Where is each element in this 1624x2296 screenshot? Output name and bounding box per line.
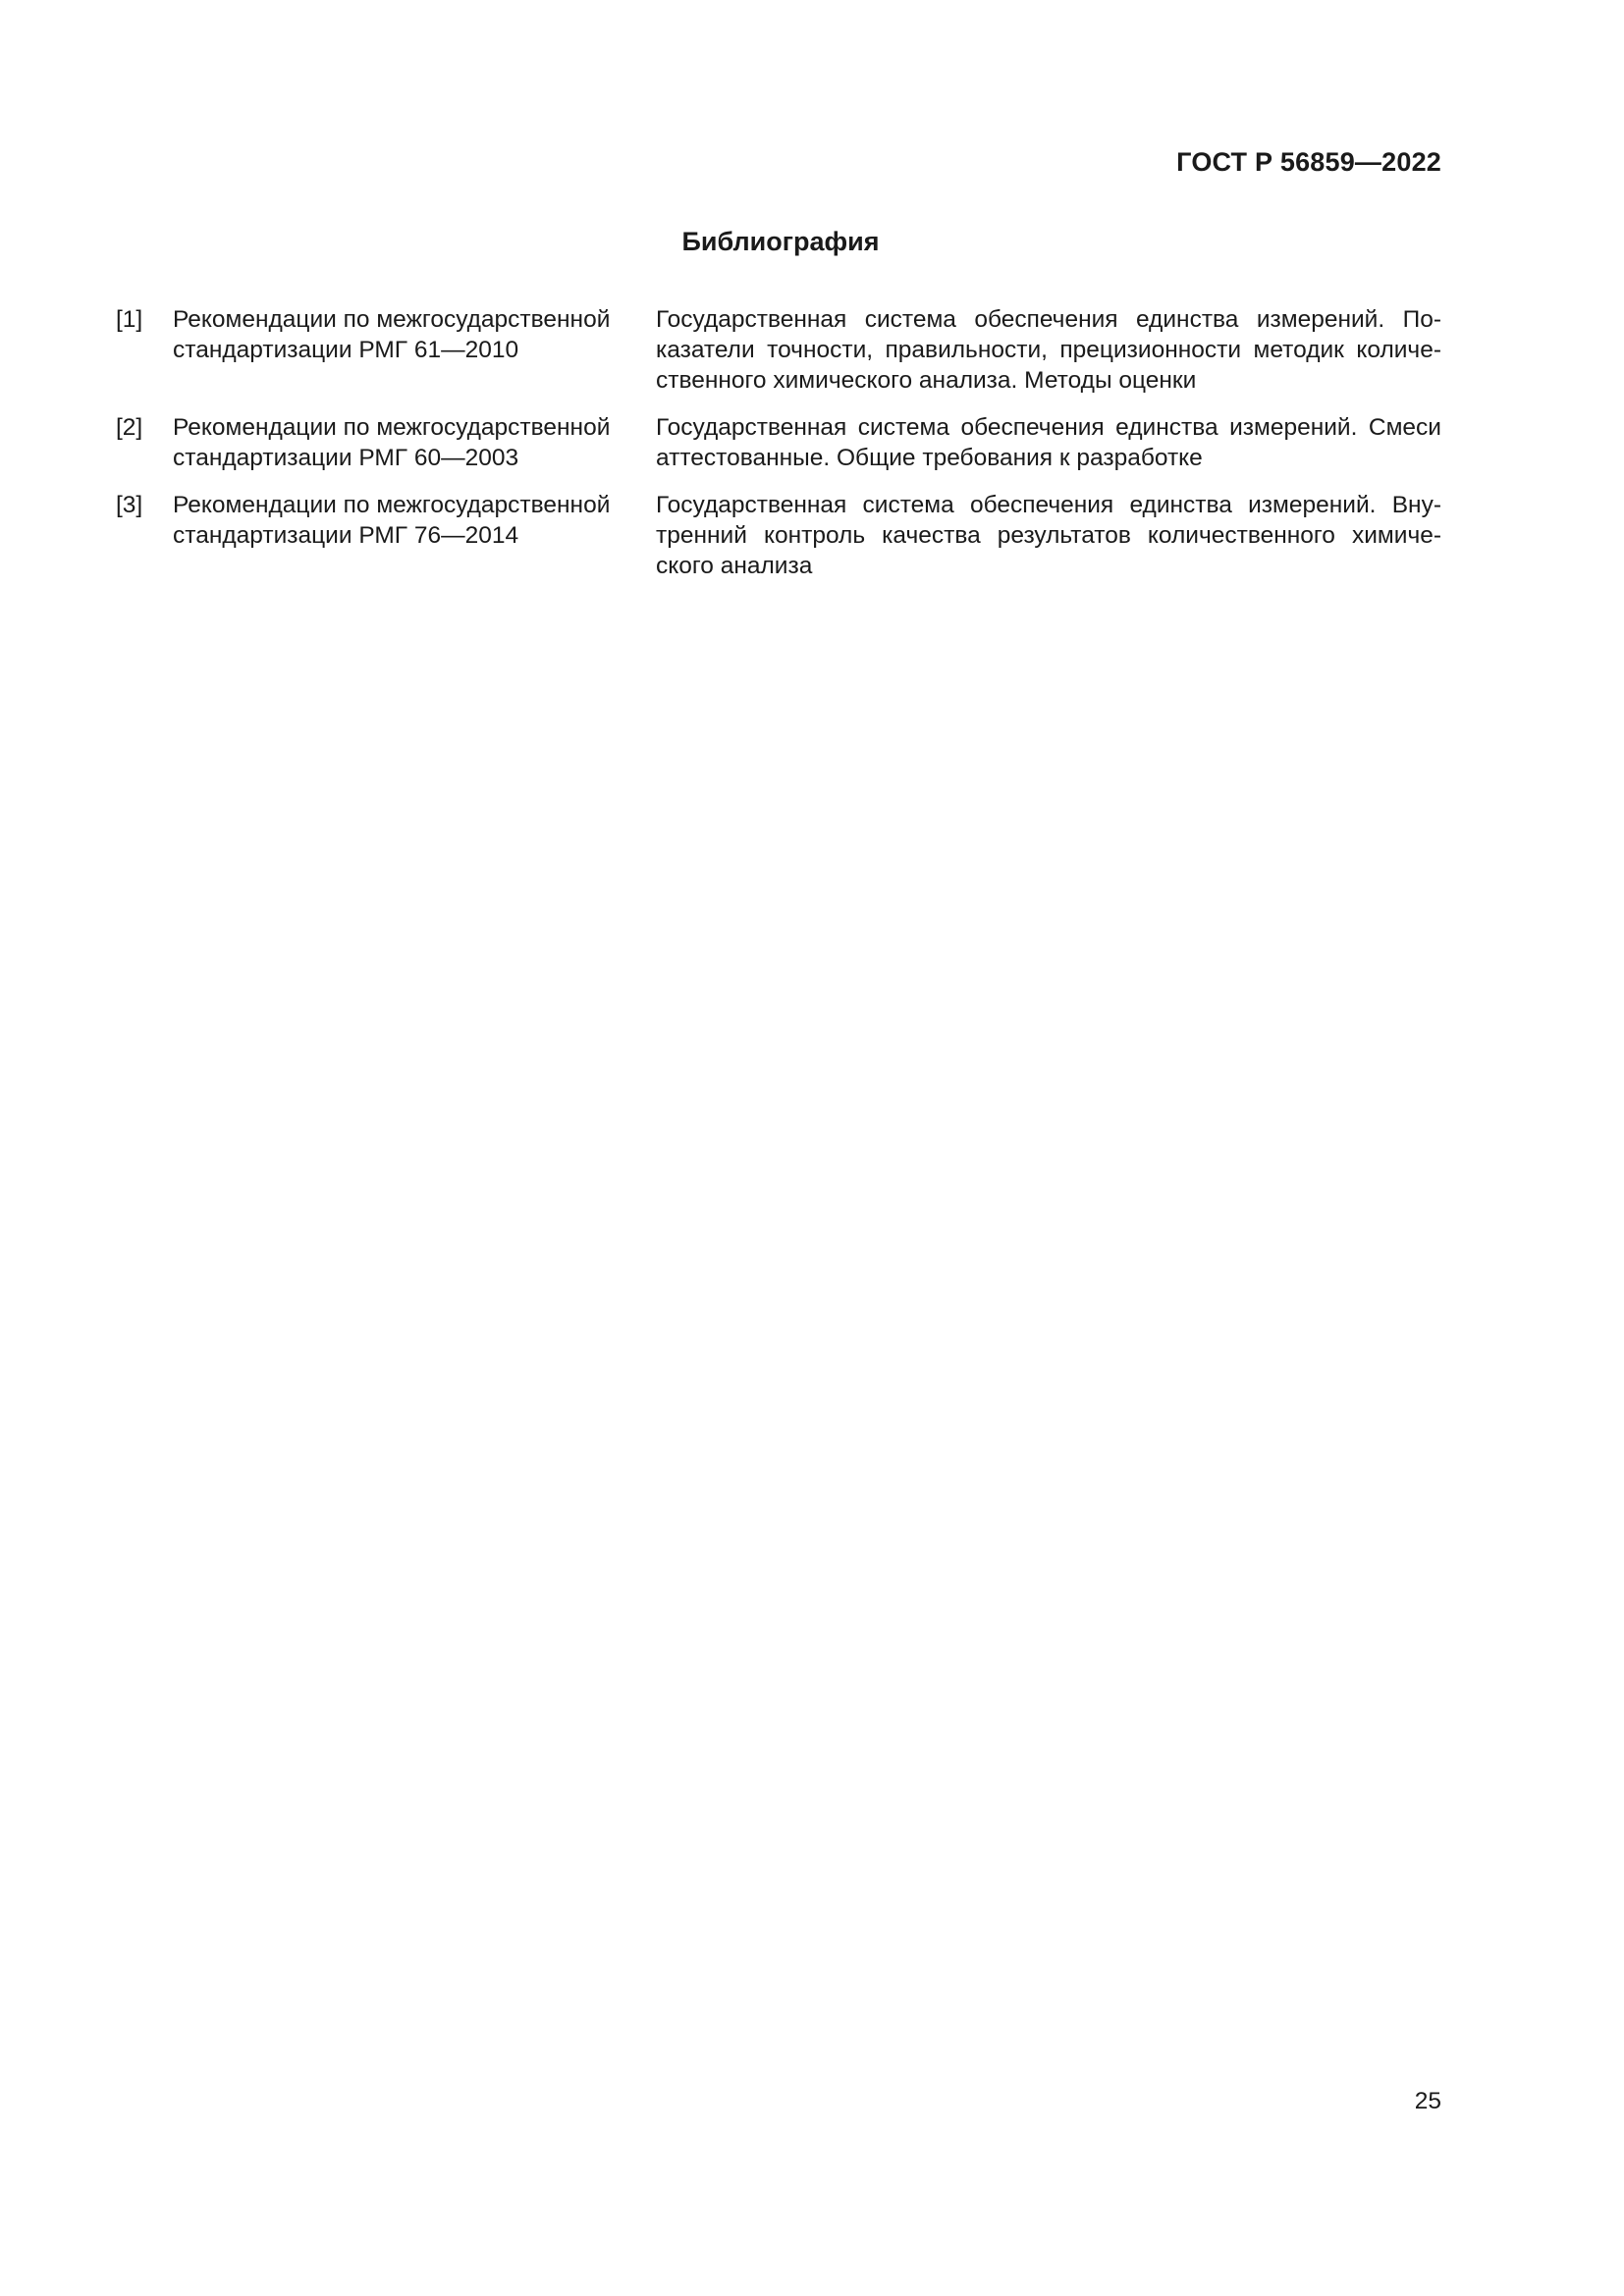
entry-source <box>173 490 656 551</box>
entry-description-line: ского анализа <box>656 553 813 579</box>
entry-description-line: казатели точности, правильности, прецизионности методик количе- <box>656 337 1441 363</box>
page-title: Библиография <box>681 227 880 256</box>
entry-description-line: Государственная система обеспечения единства измерений. Смеси <box>656 414 1441 441</box>
entry-number: [3] <box>116 492 143 518</box>
entry-description-line: ственного химического анализа. Методы оценки <box>656 367 1197 394</box>
entry-description <box>656 490 1441 581</box>
entry-description-line: Государственная система обеспечения единства измерений. Вну- <box>656 492 1441 518</box>
entry-description-line: тренний контроль качества результатов количественного химиче- <box>656 522 1441 549</box>
entry-description-line: Государственная система обеспечения единства измерений. По- <box>656 306 1441 333</box>
entry-source-line: стандартизации РМГ 61—2010 <box>173 337 519 363</box>
entry-source-line: Рекомендации по межгосударственной <box>173 492 611 518</box>
entry-source-line: стандартизации РМГ 76—2014 <box>173 522 519 549</box>
entry-source <box>173 304 656 365</box>
entry-source-line: Рекомендации по межгосударственной <box>173 414 611 441</box>
entry-number: [1] <box>116 306 143 333</box>
entry-number: [2] <box>116 414 143 441</box>
entry-description <box>656 304 1441 396</box>
bibliography-entry-3 <box>116 490 1441 581</box>
entry-description-line: аттестованные. Общие требования к разработке <box>656 445 1203 471</box>
bibliography-entry-1 <box>116 304 1441 396</box>
entry-source-line: Рекомендации по межгосударственной <box>173 306 611 333</box>
document-code: ГОСТ Р 56859—2022 <box>1176 147 1441 177</box>
entry-source <box>173 412 656 473</box>
entry-source-line: стандартизации РМГ 60—2003 <box>173 445 519 471</box>
entry-description <box>656 412 1441 473</box>
bibliography-entry-2 <box>116 412 1441 473</box>
page-number: 25 <box>1414 2088 1441 2114</box>
bibliography-list <box>116 304 1441 598</box>
